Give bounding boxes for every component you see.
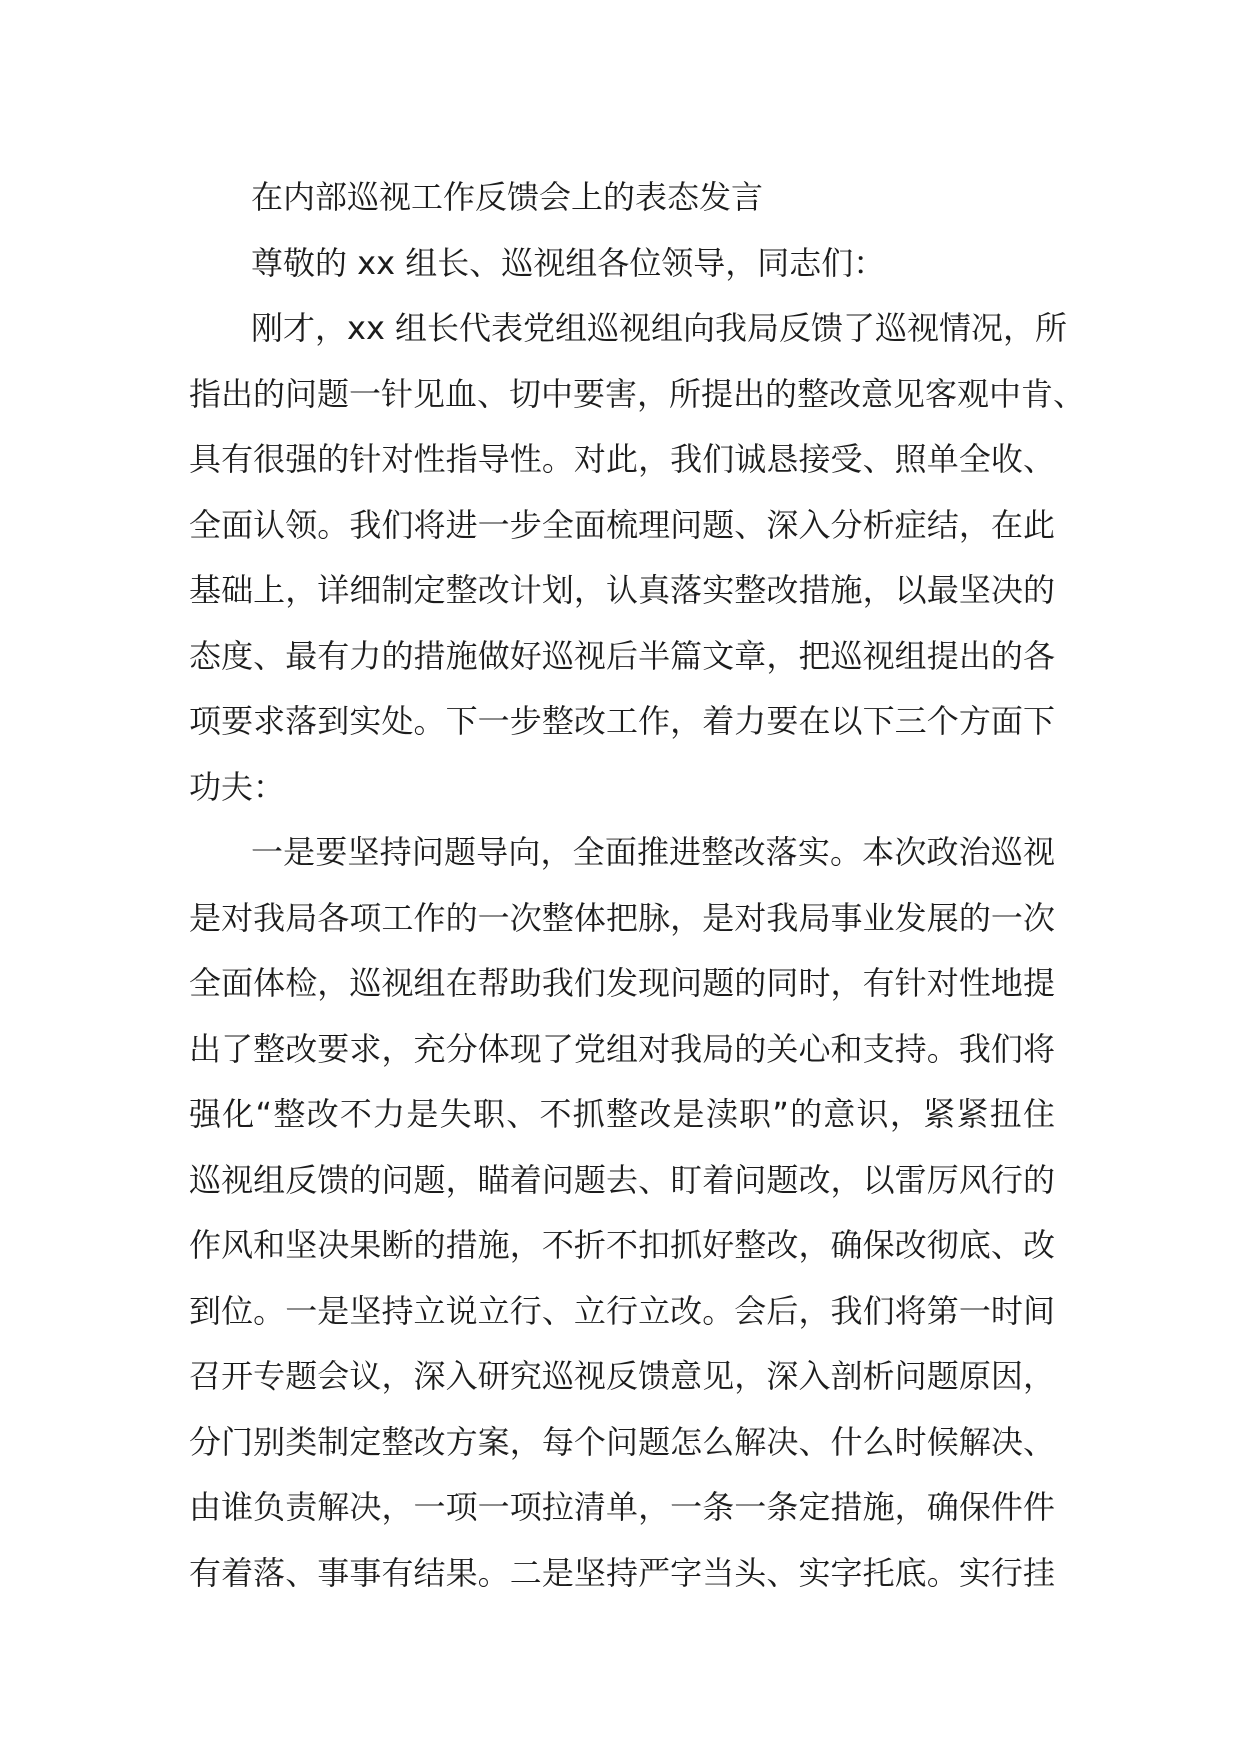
paragraph-line: 全面认领。我们将进一步全面梳理问题、深入分析症结，在此 <box>189 505 1055 544</box>
document-body <box>189 165 1086 1606</box>
paragraph-line: 到位。一是坚持立说立行、立行立改。会后，我们将第一时间 <box>189 1291 1055 1330</box>
paragraph-line: 强化“整改不力是失职、不抓整改是渎职”的意识，紧紧扭住 <box>189 1095 1055 1133</box>
paragraph-line: 召开专题会议，深入研究巡视反馈意见，深入剖析问题原因， <box>189 1357 1055 1395</box>
paragraph-line: 一是要坚持问题导向，全面推进整改落实。本次政治巡视 <box>251 833 1055 871</box>
paragraph-line: 态度、最有力的措施做好巡视后半篇文章，把巡视组提出的各 <box>189 636 1055 675</box>
paragraph-1 <box>189 296 1086 820</box>
paragraph-line: 作风和坚决果断的措施，不折不扣抓好整改，确保改彻底、改 <box>189 1226 1055 1264</box>
paragraph-line: 刚才，xx 组长代表党组巡视组向我局反馈了巡视情况，所 <box>251 309 1068 347</box>
paragraph-line: 功夫： <box>189 767 286 806</box>
salutation: 尊敬的 xx 组长、巡视组各位领导，同志们： <box>251 243 886 282</box>
paragraph-line: 出了整改要求，充分体现了党组对我局的关心和支持。我们将 <box>189 1029 1055 1068</box>
paragraph-line: 项要求落到实处。下一步整改工作，着力要在以下三个方面下 <box>189 702 1055 740</box>
paragraph-line: 有着落、事事有结果。二是坚持严字当头、实字托底。实行挂 <box>189 1553 1055 1592</box>
paragraph-line: 基础上，详细制定整改计划，认真落实整改措施，以最坚决的 <box>189 571 1055 609</box>
paragraph-2 <box>189 820 1055 1606</box>
document-title: 在内部巡视工作反馈会上的表态发言 <box>251 178 764 216</box>
paragraph-line: 巡视组反馈的问题，瞄着问题去、盯着问题改，以雷厉风行的 <box>189 1160 1055 1199</box>
paragraph-line: 全面体检，巡视组在帮助我们发现问题的同时，有针对性地提 <box>189 964 1055 1002</box>
paragraph-line: 指出的问题一针见血、切中要害，所提出的整改意见客观中肯、 <box>189 374 1086 413</box>
paragraph-line: 由谁负责解决，一项一项拉清单，一条一条定措施，确保件件 <box>189 1488 1055 1526</box>
paragraph-line: 分门别类制定整改方案，每个问题怎么解决、什么时候解决、 <box>189 1422 1055 1461</box>
paragraph-line: 是对我局各项工作的一次整体把脉，是对我局事业发展的一次 <box>189 898 1055 937</box>
paragraph-line: 具有很强的针对性指导性。对此，我们诚恳接受、照单全收、 <box>189 440 1055 478</box>
